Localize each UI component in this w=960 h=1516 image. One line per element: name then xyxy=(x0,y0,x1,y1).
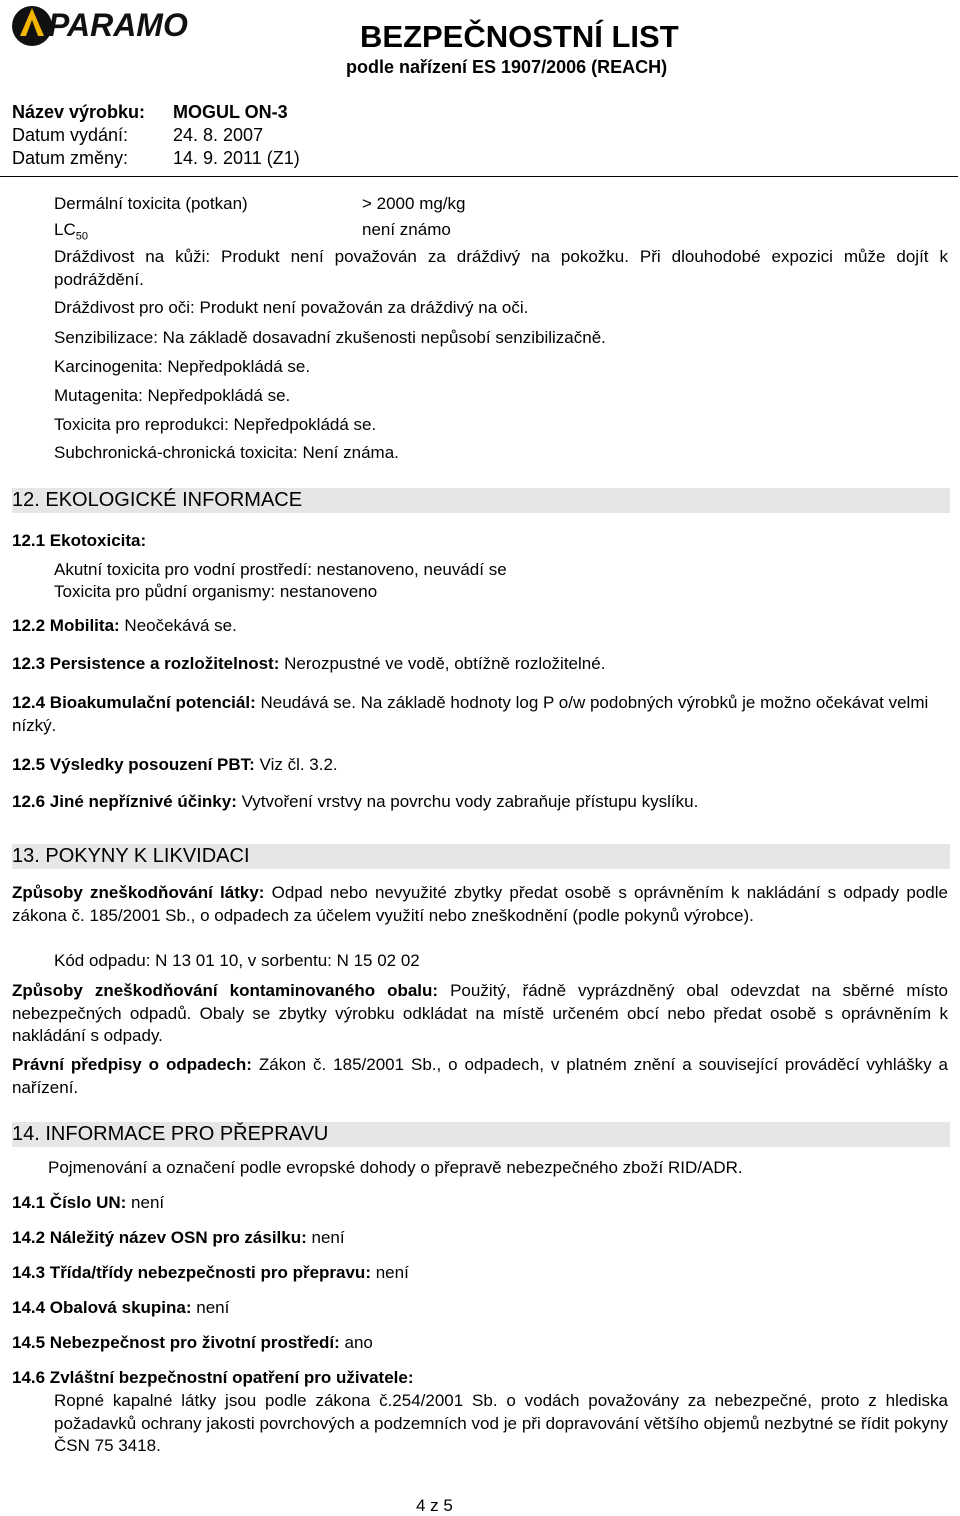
section-14-heading: 14. INFORMACE PRO PŘEPRAVU xyxy=(12,1122,950,1147)
section-13-heading: 13. POKYNY K LIKVIDACI xyxy=(12,844,950,869)
change-date-row xyxy=(12,147,300,169)
product-name-row xyxy=(12,101,288,123)
product-name-value: MOGUL ON-3 xyxy=(173,102,288,122)
mutagenicity: Mutagenita: Nepředpokládá se. xyxy=(54,386,291,405)
special-precautions-label: 14.6 Zvláštní bezpečnostní opatření pro uživatele: xyxy=(12,1368,414,1387)
mobility: 12.2 Mobilita: Neočekává se. xyxy=(12,616,237,635)
product-name-label: Název výrobku: xyxy=(12,102,146,122)
issue-date-label: Datum vydání: xyxy=(12,125,129,145)
dermal-tox-value: > 2000 mg/kg xyxy=(362,194,466,213)
hazard-class: 14.3 Třída/třídy nebezpečnosti pro přepravu: není xyxy=(12,1263,409,1282)
ecotoxicity-label: 12.1 Ekotoxicita: xyxy=(12,531,147,550)
page-number: 4 z 5 xyxy=(416,1496,453,1515)
packaging-disposal: Způsoby zneškodňování kontaminovaného obalu: Použitý, řádně vyprázdněný obal odevzdat na sběrné místo nebezpečných odpadů. Obaly se zbytky výrobku odkládat na místě určeném obcí nebo předat osobě s oprávněním k nakládání s odpady. xyxy=(12,981,948,1045)
packing-group: 14.4 Obalová skupina: není xyxy=(12,1298,230,1317)
document-subtitle: podle nařízení ES 1907/2006 (REACH) xyxy=(346,57,668,77)
skin-irritation: Dráždivost na kůži: Produkt není považován za dráždivý na pokožku. Při dlouhodobé expozici může dojít k podráždění. xyxy=(54,247,948,289)
issue-date-value: 24. 8. 2007 xyxy=(173,125,264,145)
logo-text: PARAMO xyxy=(48,7,188,43)
aquatic-toxicity: Akutní toxicita pro vodní prostředí: nestanoveno, neuvádí se xyxy=(54,560,507,579)
sensitization: Senzibilizace: Na základě dosavadní zkušenosti nepůsobí senzibilizačně. xyxy=(54,328,606,347)
lc50-label: $LC_{50}$ xyxy=(54,220,88,243)
carcinogenicity: Karcinogenita: Nepředpokládá se. xyxy=(54,357,311,376)
other-adverse-effects: 12.6 Jiné nepříznivé účinky: Vytvoření vrstvy na povrchu vody zabraňuje přístupu kyslíku. xyxy=(12,792,699,811)
un-number: 14.1 Číslo UN: není xyxy=(12,1193,165,1212)
section-12-heading: 12. EKOLOGICKÉ INFORMACE xyxy=(12,488,950,513)
change-date-label: Datum změny: xyxy=(12,148,129,168)
header-divider xyxy=(0,176,958,177)
environmental-hazard: 14.5 Nebezpečnost pro životní prostředí: ano xyxy=(12,1333,373,1352)
lc50-value: není známo xyxy=(362,220,451,239)
issue-date-row xyxy=(12,124,263,146)
change-date-value: 14. 9. 2011 (Z1) xyxy=(173,148,300,168)
waste-legislation: Právní předpisy o odpadech: Zákon č. 185/2001 Sb., o odpadech, v platném znění a související prováděcí vyhlášky a nařízení. xyxy=(12,1055,948,1097)
disposal-methods: Způsoby zneškodňování látky: Odpad nebo nevyužité zbytky předat osobě s oprávněním k nakládání s odpady podle zákona č. 185/2001 Sb., o odpadech za účelem využití nebo zneškodnění (podle pokynů výrobce). xyxy=(12,883,948,925)
bioaccumulation: 12.4 Bioakumulační potenciál: Neudává se. Na základě hodnoty log P o/w podobných výrobků je možno očekávat velmi nízký. xyxy=(12,693,929,735)
special-precautions-text: Ropné kapalné látky jsou podle zákona č.254/2001 Sb. o vodách považovány za nebezpečné, proto z hlediska požadavků ochrany jakosti povrchových a podzemních vod je při dopravování většího objemů nezbytné se řídit pokyny ČSN 75 3418. xyxy=(54,1391,948,1455)
eye-irritation: Dráždivost pro oči: Produkt není považován za dráždivý na oči. xyxy=(54,298,529,317)
chronic-toxicity: Subchronická-chronická toxicita: Není známa. xyxy=(54,443,399,462)
paramo-logo-graphic xyxy=(10,2,202,52)
pbt-assessment: 12.5 Výsledky posouzení PBT: Viz čl. 3.2. xyxy=(12,755,338,774)
document-title: BEZPEČNOSTNÍ LIST xyxy=(360,19,679,54)
company-logo xyxy=(10,2,202,52)
dermal-tox-label: Dermální toxicita (potkan) xyxy=(54,194,248,213)
waste-code: Kód odpadu: N 13 01 10, v sorbentu: N 15 02 02 xyxy=(54,951,420,970)
un-shipping-name: 14.2 Náležitý název OSN pro zásilku: není xyxy=(12,1228,345,1247)
reproductive-toxicity: Toxicita pro reprodukci: Nepředpokládá se. xyxy=(54,415,377,434)
soil-toxicity: Toxicita pro půdní organismy: nestanoveno xyxy=(54,582,378,601)
transport-intro: Pojmenování a označení podle evropské dohody o přepravě nebezpečného zboží RID/ADR. xyxy=(48,1158,743,1177)
persistence: 12.3 Persistence a rozložitelnost: Nerozpustné ve vodě, obtížně rozložitelné. xyxy=(12,654,606,673)
